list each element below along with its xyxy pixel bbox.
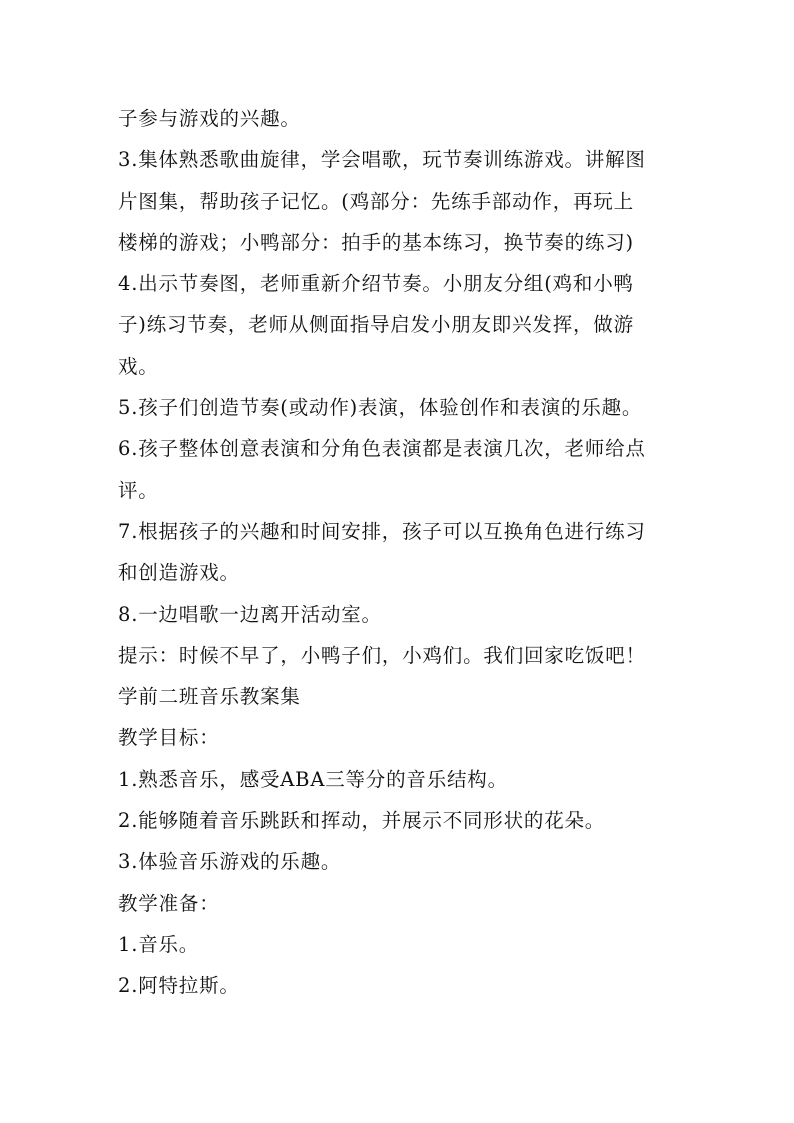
list-item: 1.熟悉音乐，感受ABA三等分的音乐结构。 — [118, 767, 508, 791]
text-line: 提示：时候不早了，小鸭子们，小鸡们。我们回家吃饭吧！ — [118, 643, 646, 667]
subheading: 教学准备： — [118, 891, 220, 915]
document-text — [118, 98, 698, 1007]
text-line: 5.孩子们创造节奏(或动作)表演，体验创作和表演的乐趣。 — [118, 396, 643, 420]
text-line: 戏。 — [118, 354, 159, 378]
list-item: 1.音乐。 — [118, 932, 200, 956]
list-item: 2.能够随着音乐跳跃和挥动，并展示不同形状的花朵。 — [118, 809, 606, 833]
subheading: 教学目标： — [118, 726, 220, 750]
list-item: 3.体验音乐游戏的乐趣。 — [118, 850, 342, 874]
text-line: 和创造游戏。 — [118, 561, 240, 585]
text-line: 6.孩子整体创意表演和分角色表演都是表演几次，老师给点 — [118, 437, 646, 461]
section-title: 学前二班音乐教案集 — [118, 685, 301, 709]
text-line: 4.出示节奏图，老师重新介绍节奏。小朋友分组(鸡和小鸭 — [118, 272, 634, 296]
list-item: 2.阿特拉斯。 — [118, 974, 240, 998]
text-line: 子)练习节奏，老师从侧面指导启发小朋友即兴发挥，做游 — [118, 313, 634, 337]
text-line: 评。 — [118, 478, 159, 502]
text-line: 3.集体熟悉歌曲旋律，学会唱歌，玩节奏训练游戏。讲解图 — [118, 148, 646, 172]
text-line: 8.一边唱歌一边离开活动室。 — [118, 602, 382, 626]
text-line: 楼梯的游戏；小鸭部分：拍手的基本练习，换节奏的练习) — [118, 230, 634, 254]
text-line: 7.根据孩子的兴趣和时间安排，孩子可以互换角色进行练习 — [118, 519, 646, 543]
text-line: 子参与游戏的兴趣。 — [118, 107, 301, 130]
text-line: 片图集，帮助孩子记忆。(鸡部分：先练手部动作，再玩上 — [118, 189, 634, 213]
